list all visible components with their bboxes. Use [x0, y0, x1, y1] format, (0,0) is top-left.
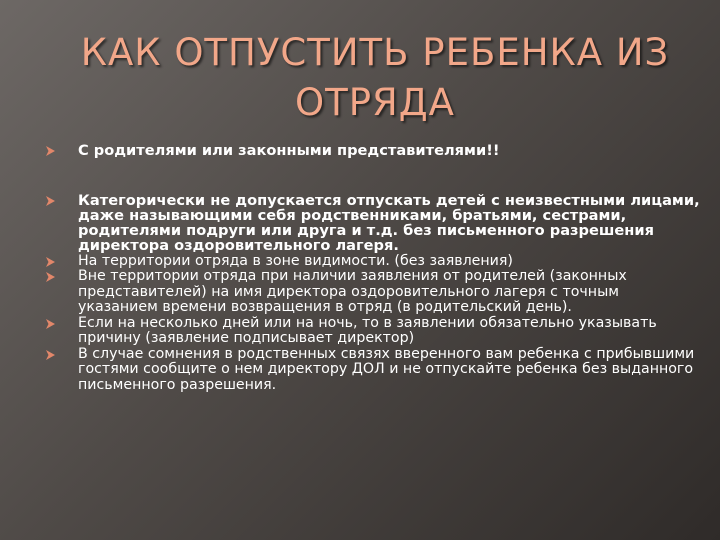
bullet-diamond-icon: [45, 319, 55, 329]
bullet-diamond-icon: [45, 196, 55, 206]
bullet-diamond-icon: [45, 272, 55, 282]
bullet-text: Вне территории отряда при наличии заявления от родителей (законных представителей) на имя директора оздоровительного лагеря с точным указанием времени возвращения в отряд (в родительский день).: [78, 268, 627, 316]
bullet-text: Категорически не допускается отпускать детей с неизвестными лицами, даже называющими себя родственниками, братьями, сестрами, родителями подруги или друга и т.д. без письменного разрешения директора оздоровительного лагеря.: [78, 191, 700, 255]
bullet-text: С родителями или законными представителями!!: [78, 142, 500, 159]
bullet-list: [45, 143, 700, 393]
list-item: [45, 347, 700, 394]
slide-title: КАК ОТПУСТИТЬ РЕБЕНКА ИЗ ОТРЯДА: [80, 31, 670, 124]
bullet-text: На территории отряда в зоне видимости. (без заявления): [78, 252, 513, 269]
bullet-diamond-icon: [45, 146, 55, 156]
list-item: [45, 143, 700, 159]
bullet-diamond-icon: [45, 350, 55, 360]
list-item: [45, 269, 700, 316]
list-item: [45, 254, 700, 270]
list-item: [45, 316, 700, 347]
bullet-text: В случае сомнения в родственных связях вверенного вам ребенка с прибывшими гостями сообщите о нем директору ДОЛ и не отпускайте ребенка без выданного письменного разрешения.: [78, 345, 695, 393]
bullet-diamond-icon: [45, 257, 55, 267]
list-item: [45, 193, 700, 254]
bullet-text: Если на несколько дней или на ночь, то в заявлении обязательно указывать причину (заявление подписывает директор): [78, 314, 657, 347]
